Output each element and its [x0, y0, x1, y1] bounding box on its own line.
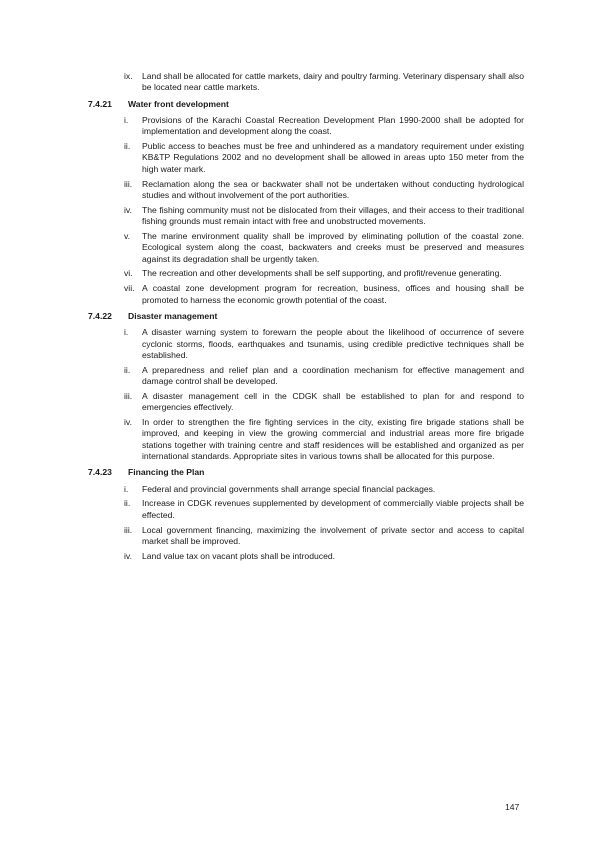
- list-item: [88, 283, 524, 306]
- section-title: Financing the Plan: [128, 467, 205, 478]
- item-text: Reclamation along the sea or backwater shall not be undertaken without conducting hydrological studies and without involvement of the port authorities.: [142, 178, 524, 200]
- section-number: 7.4.23: [88, 467, 112, 478]
- list-item: [88, 141, 524, 175]
- item-number: v.: [124, 230, 131, 241]
- list-item: [88, 484, 524, 495]
- item-number: iii.: [124, 390, 133, 401]
- item-text: A disaster warning system to forewarn the people about the likelihood of occurrence of severe cyclonic storms, floods, earthquakes and tsunamis, using credible predictive techniques shall be established.: [142, 327, 524, 360]
- item-number: iii.: [124, 524, 133, 535]
- section-number: 7.4.21: [88, 98, 112, 109]
- item-text: The marine environment quality shall be improved by eliminating pollution of the coastal zone. Ecological system along the coast, backwaters and creeks must be preserved and measures against its degradation shall be urgently taken.: [142, 230, 524, 264]
- item-text: The fishing community must not be dislocated from their villages, and their access to their traditional fishing grounds must remain intact with free and unobstructed movements.: [142, 204, 524, 227]
- list-item: [88, 551, 524, 562]
- list-item: [88, 268, 524, 279]
- item-text: The recreation and other developments shall be self supporting, and profit/revenue generating.: [142, 268, 502, 279]
- item-number: ix.: [124, 71, 133, 81]
- list-item: [88, 205, 524, 228]
- list-item: [88, 365, 524, 388]
- item-number: iii.: [124, 178, 133, 189]
- item-number: i.: [124, 483, 129, 494]
- list-item: [88, 115, 524, 138]
- item-number: iv.: [124, 550, 132, 561]
- item-text: Land value tax on vacant plots shall be introduced.: [142, 550, 336, 561]
- item-text: A preparedness and relief plan and a coordination mechanism for effective management and damage control shall be developed.: [142, 364, 524, 386]
- item-number: i.: [124, 327, 129, 338]
- item-text: Public access to beaches must be free and unhindered as a mandatory requirement under existing KB&TP Regulations 2002 and no development shall be allowed in areas upto 150 meter from the high water mark.: [142, 141, 524, 174]
- item-number: vii.: [124, 283, 135, 294]
- item-number: ii.: [124, 141, 131, 152]
- section-title: Disaster management: [128, 310, 218, 321]
- item-text: Increase in CDGK revenues supplemented by development of commercially viable projects shall be effected.: [142, 498, 524, 520]
- list-item: [88, 231, 524, 265]
- item-text: Provisions of the Karachi Coastal Recreation Development Plan 1990-2000 shall be adopted for implementation and development along the coast.: [142, 114, 524, 137]
- item-text: A disaster management cell in the CDGK shall be established to plan for and respond to emergencies effectively.: [142, 390, 524, 413]
- item-number: ii.: [124, 364, 131, 375]
- list-item: [88, 391, 524, 414]
- item-number: iv.: [124, 204, 132, 215]
- list-item: [88, 417, 524, 462]
- item-text: A coastal zone development program for recreation, business, offices and housing shall be promoted to harness the economic growth potential of the coast.: [142, 283, 524, 305]
- list-item: [88, 327, 524, 361]
- section-heading-water-front: [88, 99, 524, 110]
- item-number: ii.: [124, 498, 131, 509]
- item-text: Land shall be allocated for cattle markets, dairy and poultry farming. Veterinary dispensary shall also be located near cattle markets.: [142, 71, 524, 93]
- item-number: iv.: [124, 417, 132, 428]
- list-item: [88, 71, 524, 94]
- page-content: [88, 71, 524, 566]
- item-number: vi.: [124, 268, 133, 279]
- item-number: i.: [124, 114, 129, 125]
- section-title: Water front development: [128, 98, 229, 109]
- list-item: [88, 179, 524, 202]
- item-text: In order to strengthen the fire fighting services in the city, existing fire brigade stations shall be improved, and keeping in view the growing commercial and industrial areas more fire brigade stations together with training centre and staff residences will be established and organized as per international standards. Appropriate sites in various towns shall be allocated for this purpose.: [142, 417, 524, 461]
- list-item: [88, 498, 524, 521]
- page-number: 147: [505, 802, 520, 812]
- section-heading-financing: [88, 467, 524, 478]
- section-number: 7.4.22: [88, 310, 112, 321]
- item-text: Local government financing, maximizing the involvement of private sector and access to capital market shall be improved.: [142, 524, 524, 546]
- section-heading-disaster-management: [88, 311, 524, 322]
- list-item: [88, 525, 524, 548]
- item-text: Federal and provincial governments shall arrange special financial packages.: [142, 483, 436, 494]
